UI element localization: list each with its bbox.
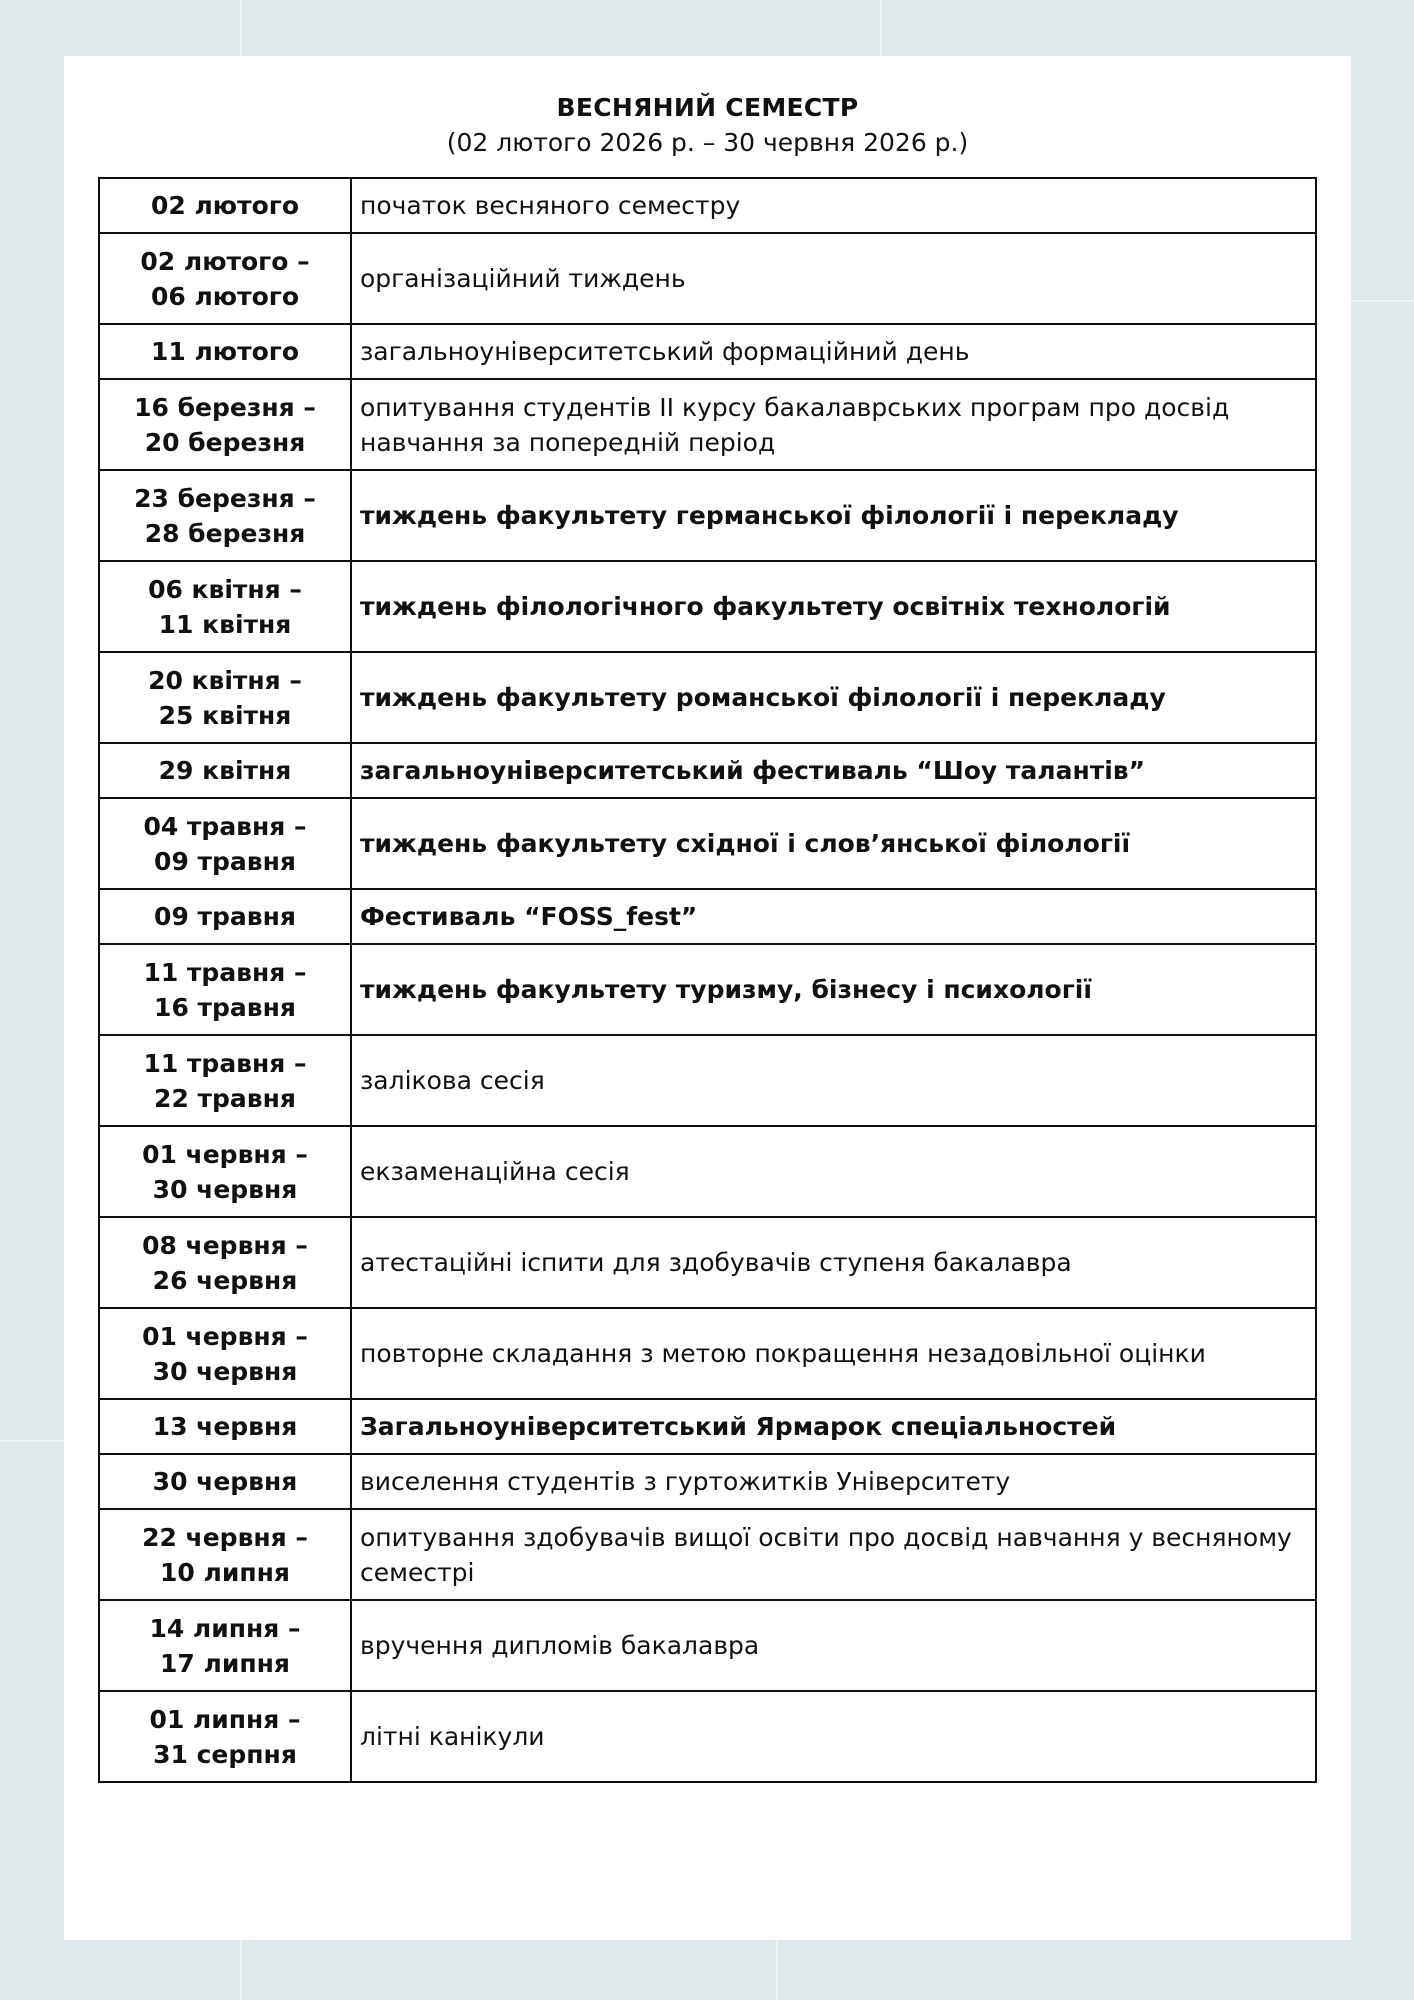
table-row [99, 652, 1316, 743]
schedule-table [98, 177, 1317, 1783]
date-line-end: 09 травня [154, 846, 296, 876]
date-cell [99, 1691, 351, 1782]
date-line-start: 11 травня – [143, 1048, 307, 1078]
background-line [776, 1940, 778, 2000]
document-page [64, 56, 1351, 1940]
background-line [240, 1940, 242, 2000]
date-line-start: 08 червня – [142, 1230, 308, 1260]
date-cell [99, 1217, 351, 1308]
date-line-start: 04 травня – [143, 811, 307, 841]
table-row [99, 1509, 1316, 1600]
event-cell: опитування студентів ІІ курсу бакалаврських програм про досвід навчання за попередній період [351, 379, 1316, 470]
event-cell: екзаменаційна сесія [351, 1126, 1316, 1217]
date-cell [99, 324, 351, 379]
event-cell: початок весняного семестру [351, 178, 1316, 233]
schedule-body [99, 178, 1316, 1782]
event-cell: організаційний тиждень [351, 233, 1316, 324]
date-line-start: 02 лютого – [140, 246, 310, 276]
date-line-start: 16 березня – [134, 392, 316, 422]
background-line [1351, 300, 1414, 302]
date-line-start: 01 червня – [142, 1139, 308, 1169]
date-line-start: 29 квітня [158, 756, 292, 785]
table-row [99, 470, 1316, 561]
date-line-end: 11 квітня [158, 609, 292, 639]
event-cell: Загальноуніверситетський Ярмарок спеціальностей [351, 1399, 1316, 1454]
event-cell: Фестиваль “FOSS_fest” [351, 889, 1316, 944]
page-subtitle: (02 лютого 2026 р. – 30 червня 2026 р.) [446, 128, 969, 157]
date-line-end: 30 червня [152, 1356, 298, 1386]
table-row [99, 798, 1316, 889]
date-cell [99, 1126, 351, 1217]
date-cell [99, 1509, 351, 1600]
date-line-end: 28 березня [144, 518, 306, 548]
background-line [0, 1440, 64, 1442]
page-title: ВЕСНЯНИЙ СЕМЕСТР [556, 93, 859, 122]
date-line-end: 22 травня [154, 1083, 296, 1113]
event-cell: загальноуніверситетський формаційний день [351, 324, 1316, 379]
event-cell: атестаційні іспити для здобувачів ступеня бакалавра [351, 1217, 1316, 1308]
date-line-end: 26 червня [152, 1265, 298, 1295]
table-row [99, 944, 1316, 1035]
date-line-end: 10 липня [160, 1557, 290, 1587]
table-row [99, 743, 1316, 798]
date-line-end: 20 березня [144, 427, 306, 457]
background-line [240, 0, 242, 56]
table-row [99, 1126, 1316, 1217]
background-line [880, 0, 882, 56]
date-cell [99, 1035, 351, 1126]
date-cell [99, 652, 351, 743]
table-row [99, 1600, 1316, 1691]
date-cell [99, 1308, 351, 1399]
date-cell [99, 233, 351, 324]
event-cell: опитування здобувачів вищої освіти про досвід навчання у весняному семестрі [351, 1509, 1316, 1600]
table-row [99, 178, 1316, 233]
date-line-start: 01 липня – [149, 1704, 301, 1734]
date-line-end: 16 травня [154, 992, 296, 1022]
table-row [99, 889, 1316, 944]
table-row [99, 324, 1316, 379]
table-row [99, 1454, 1316, 1509]
date-line-start: 20 квітня – [148, 665, 302, 695]
date-line-start: 02 лютого [150, 191, 299, 220]
event-cell: загальноуніверситетський фестиваль “Шоу талантів” [351, 743, 1316, 798]
date-line-start: 06 квітня – [148, 574, 302, 604]
table-row [99, 1035, 1316, 1126]
table-row [99, 1399, 1316, 1454]
date-cell [99, 1454, 351, 1509]
date-line-start: 09 травня [154, 902, 296, 931]
date-cell [99, 1399, 351, 1454]
date-cell [99, 944, 351, 1035]
date-cell [99, 379, 351, 470]
date-line-start: 22 червня – [142, 1522, 308, 1552]
date-line-start: 30 червня [152, 1467, 298, 1496]
event-cell: вручення дипломів бакалавра [351, 1600, 1316, 1691]
event-cell: тиждень факультету туризму, бізнесу і психології [351, 944, 1316, 1035]
date-cell [99, 178, 351, 233]
date-line-start: 11 лютого [150, 337, 299, 366]
date-cell [99, 561, 351, 652]
date-line-start: 13 червня [152, 1412, 298, 1441]
table-row [99, 1691, 1316, 1782]
event-cell: тиждень факультету східної і слов’янської філології [351, 798, 1316, 889]
table-row [99, 1308, 1316, 1399]
date-cell [99, 889, 351, 944]
date-line-start: 01 червня – [142, 1321, 308, 1351]
table-row [99, 379, 1316, 470]
event-cell: повторне складання з метою покращення незадовільної оцінки [351, 1308, 1316, 1399]
date-line-end: 31 серпня [153, 1739, 297, 1769]
date-cell [99, 470, 351, 561]
event-cell: залікова сесія [351, 1035, 1316, 1126]
event-cell: тиждень факультету романської філології і перекладу [351, 652, 1316, 743]
date-line-end: 30 червня [152, 1174, 298, 1204]
date-line-end: 17 липня [160, 1648, 290, 1678]
table-row [99, 233, 1316, 324]
date-line-start: 14 липня – [149, 1613, 301, 1643]
date-cell [99, 798, 351, 889]
date-line-start: 23 березня – [134, 483, 316, 513]
date-cell [99, 1600, 351, 1691]
date-line-end: 25 квітня [158, 700, 292, 730]
event-cell: тиждень факультету германської філології і перекладу [351, 470, 1316, 561]
date-line-end: 06 лютого [150, 281, 299, 311]
event-cell: літні канікули [351, 1691, 1316, 1782]
table-row [99, 561, 1316, 652]
event-cell: виселення студентів з гуртожитків Університету [351, 1454, 1316, 1509]
table-row [99, 1217, 1316, 1308]
date-cell [99, 743, 351, 798]
event-cell: тиждень філологічного факультету освітніх технологій [351, 561, 1316, 652]
date-line-start: 11 травня – [143, 957, 307, 987]
